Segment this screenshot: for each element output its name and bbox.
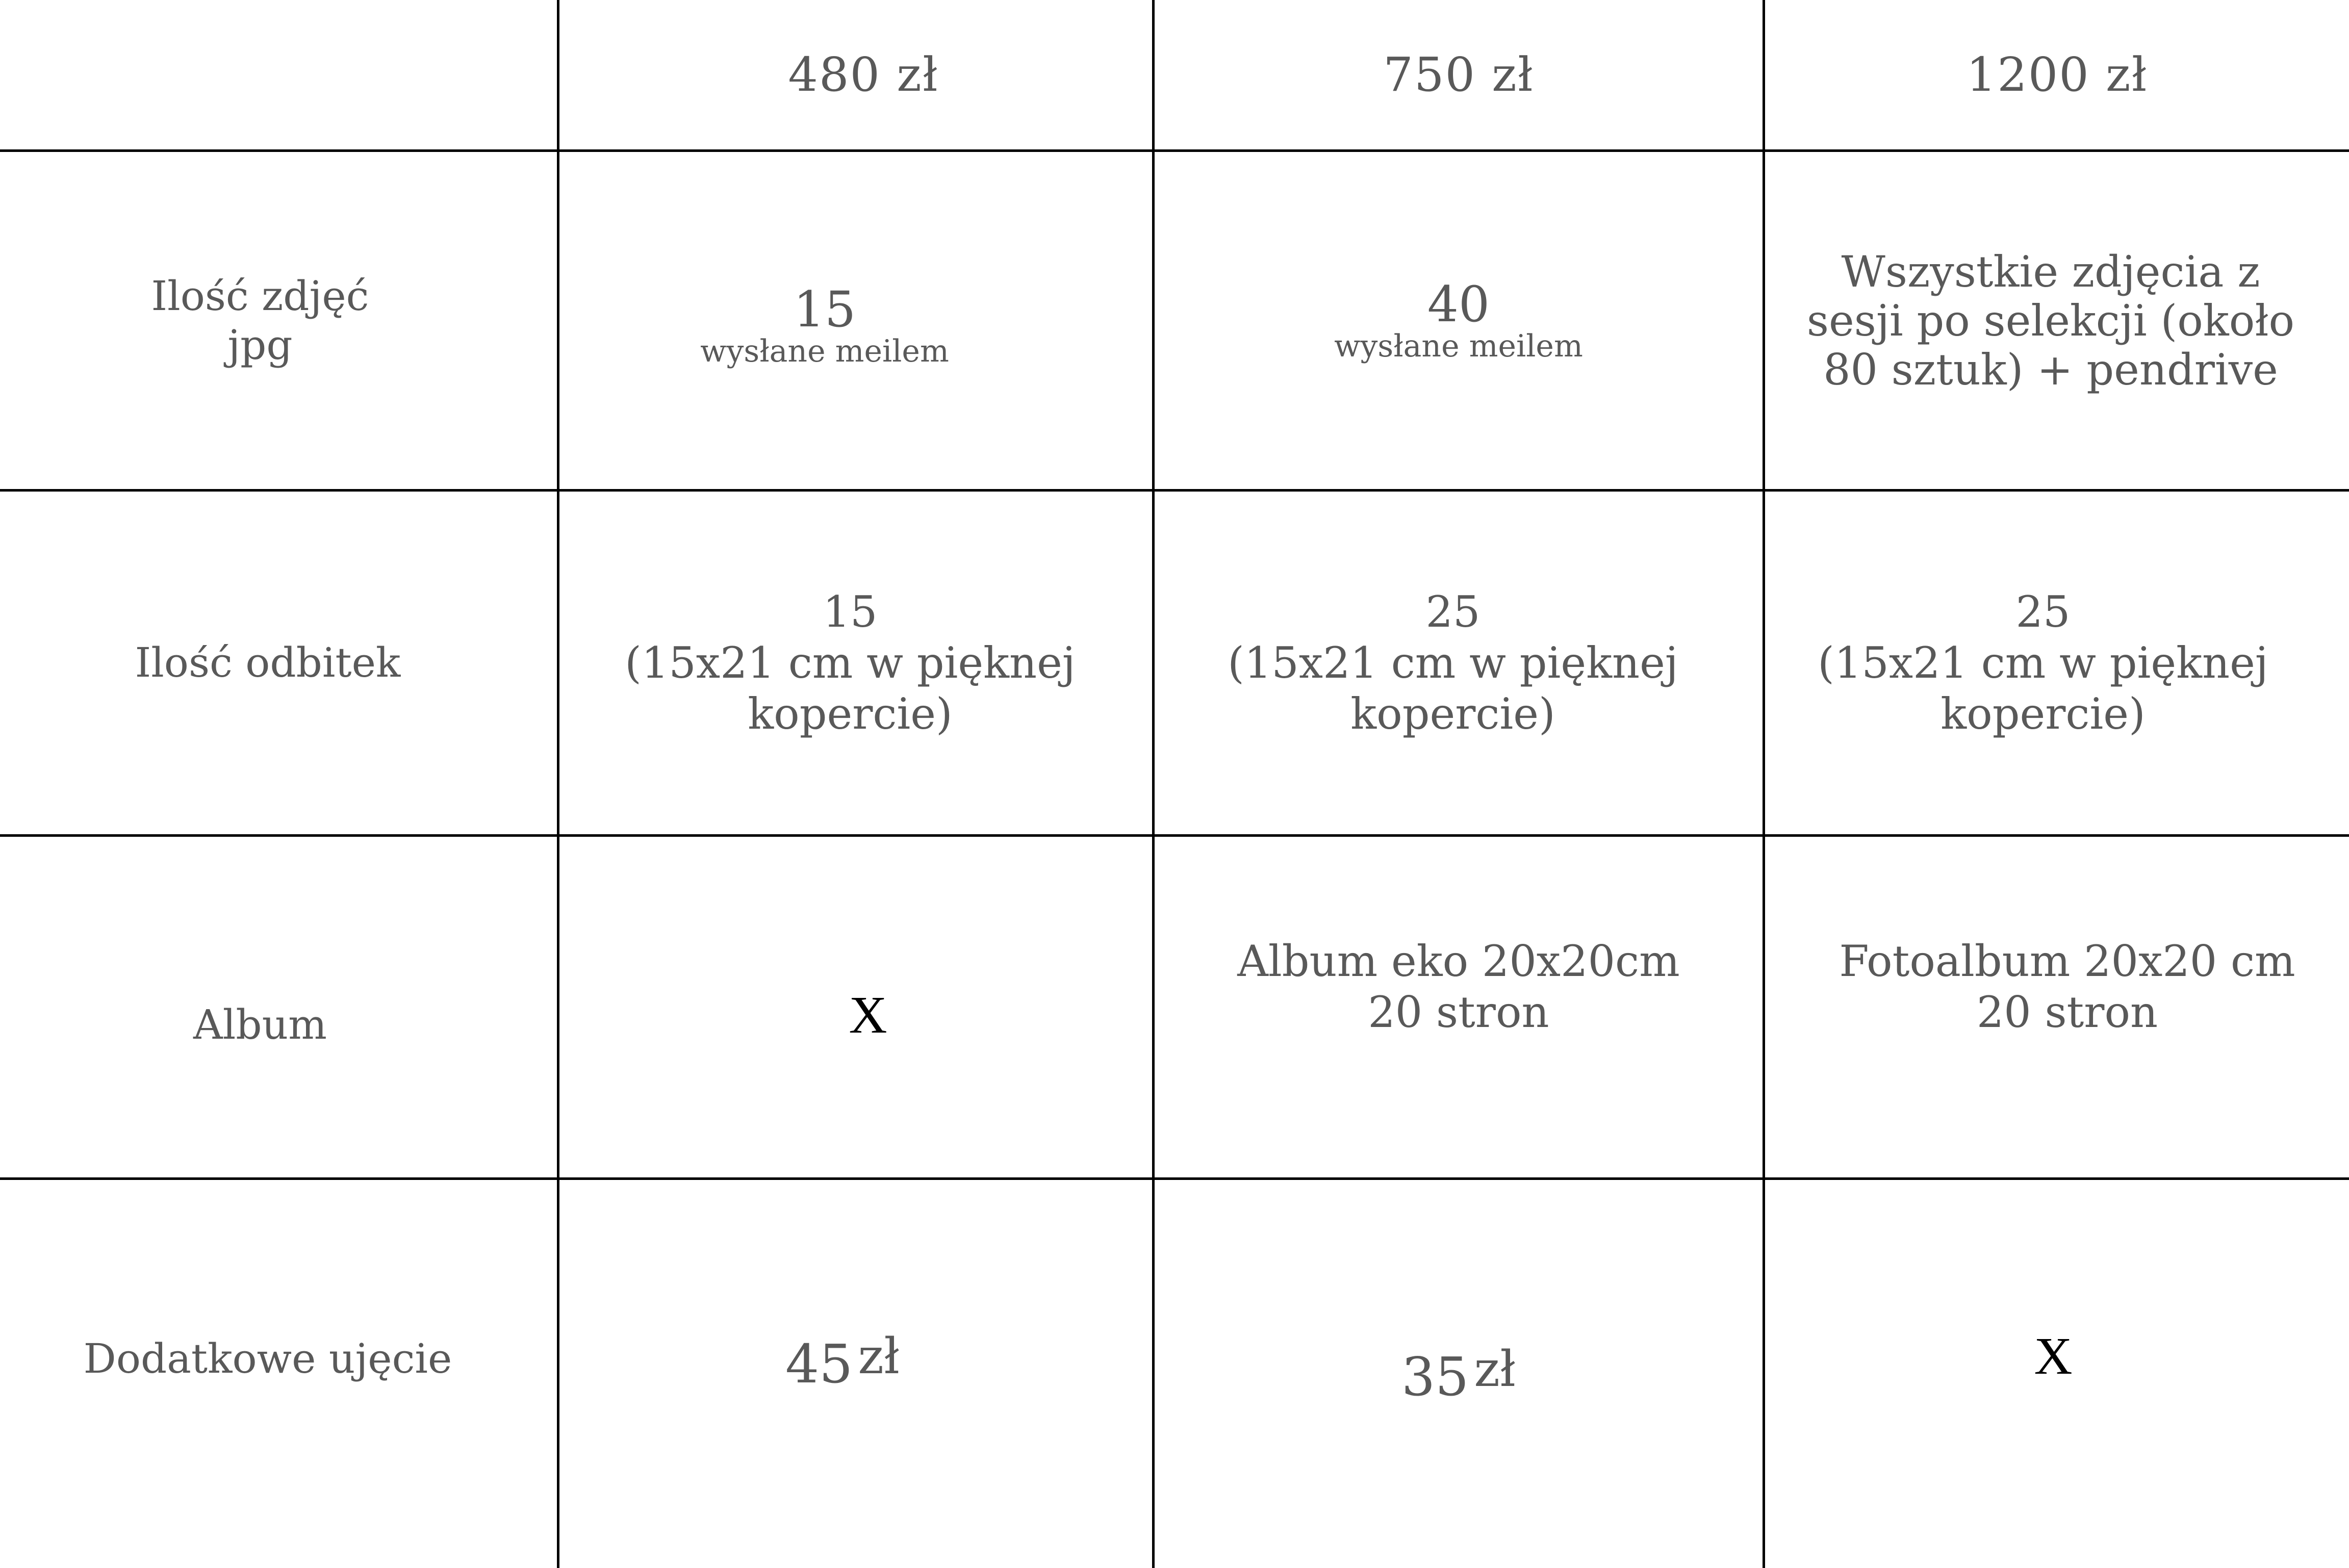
album-premium-line1: Fotoalbum 20x20 cm: [1839, 936, 2295, 986]
prints-standard-count: 25: [1425, 587, 1480, 637]
jpg-standard: [1155, 152, 1763, 489]
prints-standard: [1155, 492, 1751, 834]
prints-basic-line2: kopercie): [748, 689, 953, 739]
row-label-jpg-line2: jpg: [227, 321, 293, 369]
jpg-premium: [1765, 152, 2336, 489]
extra-basic-unit: zł: [858, 1327, 900, 1385]
jpg-premium-line1: Wszystkie zdjęcia z: [1841, 246, 2260, 297]
price-standard: 750 zł: [1383, 47, 1534, 102]
extra-premium-unavailable: X: [2034, 1327, 2073, 1385]
price-premium: 1200 zł: [1966, 47, 2148, 102]
extra-standard-amount: 35: [1401, 1345, 1469, 1408]
album-standard: [1155, 837, 1763, 1177]
album-standard-line2: 20 stron: [1368, 987, 1549, 1037]
row-label-prints: Ilość odbitek: [135, 639, 401, 686]
extra-standard-unit: zł: [1474, 1340, 1516, 1398]
extra-basic-amount: 45: [785, 1332, 853, 1395]
album-premium: [1765, 837, 2349, 1177]
prints-standard-line1: (15x21 cm w pięknej: [1228, 638, 1678, 688]
jpg-standard-note: wysłane meilem: [1334, 328, 1583, 364]
jpg-basic-count: 15: [793, 280, 856, 338]
prints-premium: [1765, 492, 2321, 834]
prints-basic-line1: (15x21 cm w pięknej: [625, 638, 1076, 688]
prints-standard-line2: kopercie): [1350, 689, 1555, 739]
extra-standard: [1155, 1180, 1763, 1568]
price-basic: 480 zł: [788, 47, 939, 102]
album-basic-unavailable: X: [849, 985, 887, 1044]
prints-premium-line1: (15x21 cm w pięknej: [1818, 638, 2268, 688]
jpg-standard-count: 40: [1427, 275, 1490, 333]
jpg-premium-line2: sesji po selekcji (około: [1806, 295, 2295, 346]
jpg-basic: [559, 152, 1090, 489]
prints-premium-count: 25: [2015, 587, 2071, 637]
jpg-premium-line3: 80 sztuk) + pendrive: [1823, 344, 2278, 395]
prints-basic: [559, 492, 1141, 834]
row-label-jpg-line1: Ilość zdjęć: [151, 272, 369, 320]
album-standard-line1: Album eko 20x20cm: [1237, 936, 1680, 986]
album-premium-line2: 20 stron: [1976, 987, 2158, 1037]
extra-basic: [559, 1180, 1126, 1568]
prints-basic-count: 15: [823, 587, 878, 637]
row-label-extra: Dodatkowe ujęcie: [83, 1334, 452, 1382]
jpg-basic-note: wysłane meilem: [700, 333, 949, 369]
prints-premium-line2: kopercie): [1941, 689, 2146, 739]
row-label-album: Album: [193, 1001, 327, 1048]
row-label-jpg: [0, 152, 520, 489]
